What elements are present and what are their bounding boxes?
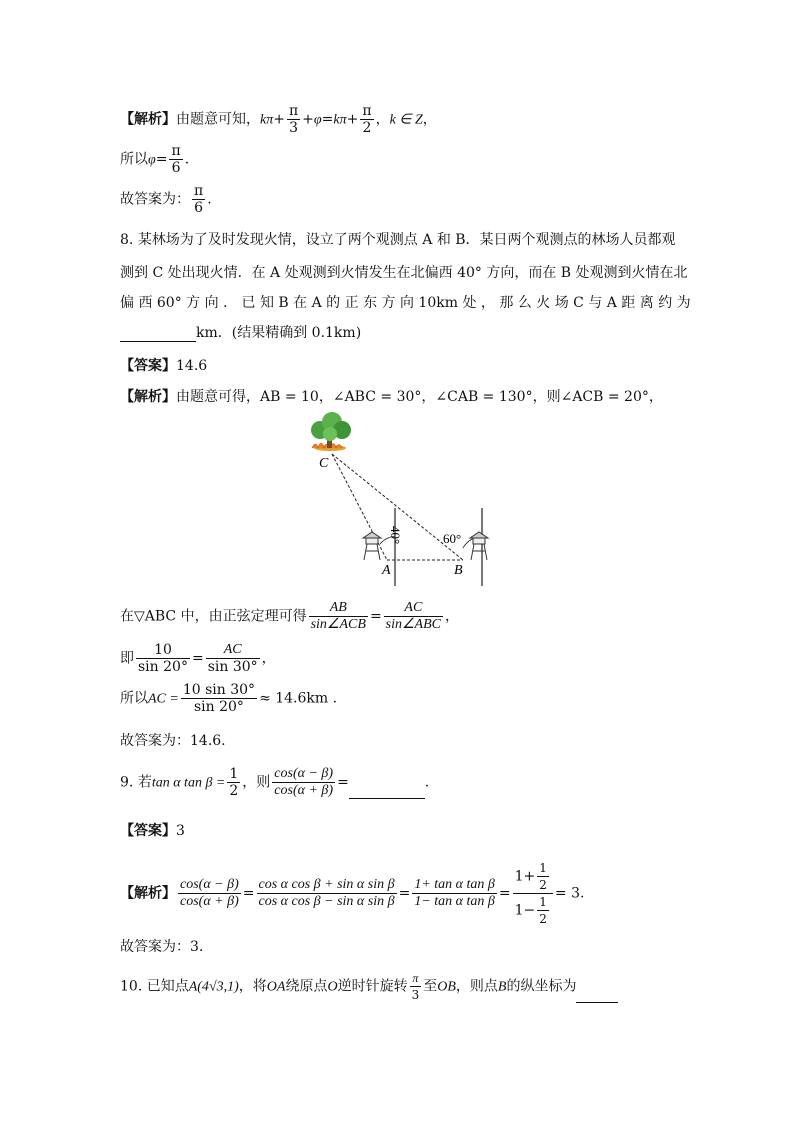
fraction-cos-ratio: $\frac{\cos(\alpha - \beta)}{\cos(\alpha + \beta)}$	[180, 877, 239, 909]
fraction-tan: $\frac{\text{1+ tan α tan β}}{\text{1− tan α tan β}}$	[414, 877, 495, 909]
q8-result-line: 所以AC = $\frac{10 \sin 30^\circ}{\sin 20^\circ}$ ≈ 14.6km .	[120, 682, 338, 715]
answer-blank	[120, 325, 196, 342]
q9-final-line: 故答案为：3.	[120, 939, 204, 955]
fraction-10-sin20: $\frac{10}{\sin 20^\circ}$	[138, 642, 188, 675]
answer-blank	[576, 986, 618, 1003]
angle-a-label: 40°	[388, 526, 403, 545]
analysis-intro: 由题意可知，	[176, 111, 260, 128]
fraction-ab-sin-acb: $\frac{AB}{\text{sin∠ACB}}$	[310, 600, 366, 632]
q8-final-line: 故答案为：14.6.	[120, 733, 226, 749]
q7-answer-line: 故答案为： $\frac{\pi}{6}$ .	[120, 183, 212, 216]
q8-question-line3: 偏 西 60° 方 向 ． 已 知 B 在 A 的 正 东 方 向 10km 处 ， 那 么 火 场 C 与 A 距 离 约 为	[120, 295, 691, 311]
fraction-expanded: $\frac{\text{cos α cos β + sin α sin β}}{\text{cos α cos β − sin α sin β}}$	[258, 877, 395, 909]
fraction-10sin30-sin20: $\frac{10 \sin 30^\circ}{\sin 20^\circ}$	[182, 682, 256, 715]
q8-figure	[300, 408, 510, 593]
fraction-ac-sin-abc: $\frac{AC}{\text{sin∠ABC}}$	[385, 600, 442, 632]
label-c: C	[319, 456, 329, 471]
label-b: B	[454, 563, 463, 578]
watchtower-icon	[363, 532, 381, 560]
q8-answer-line: 【答案】14.6	[120, 358, 208, 374]
q8-sine-law-line: 在▽ABC 中，由正弦定理可得 $\frac{AB}{\text{sin∠ACB}}$ = $\frac{AC}{\text{sin∠ABC}}$ ，	[120, 600, 460, 632]
q8-question-line2: 测到 C 处出现火情．在 A 处观测到火情发生在北偏西 40° 方向，而在 B 处观测到火情在北	[120, 265, 688, 281]
q8-analysis-line: 【解析】由题意可得，AB = 10，∠ABC = 30°，∠CAB = 130°，则∠ACB = 20°，	[120, 389, 663, 405]
fraction-1-2: $\frac{1}{2}$	[229, 766, 239, 799]
fraction-numeric: 1+ $\frac{1}{2}$ 1− $\frac{1}{2}$	[513, 860, 553, 927]
q9-question-line: 9. 若tan α tan β = $\frac{1}{2}$ ，则 $\frac{\cos(\alpha - \beta)}{\cos(\alpha + \beta)}$ = .	[120, 766, 430, 799]
analysis-tag: 【解析】	[120, 111, 176, 128]
q8-substitution-line: 即 $\frac{10}{\sin 20^\circ}$ = $\frac{AC}{\sin 30^\circ}$ ，	[120, 642, 276, 675]
fraction-pi-2: $\frac{\pi}{2}$	[362, 103, 372, 136]
tree-fire-icon	[311, 412, 351, 451]
label-a: A	[382, 563, 391, 578]
q9-analysis-line: 【解析】 $\frac{\cos(\alpha - \beta)}{\cos(\alpha + \beta)}$ = $\frac{\text{cos α cos β + sin α sin β}}{\text{cos α cos β − sin α sin β}}$ = $\frac{\text{1+ tan α tan β}}{\text{1− tan α tan β}}$ = 1+ $\frac{1}{2}$ 1− $\frac{1}{2}$ = 3.	[120, 861, 585, 926]
watchtower-icon	[470, 532, 488, 560]
fraction-ac-sin30: $\frac{AC}{\sin 30^\circ}$	[207, 642, 258, 675]
q8-question-line1: 8. 某林场为了及时发现火情，设立了两个观测点 A 和 B．某日两个观测点的林场人员都观	[120, 232, 676, 248]
q8-question-line4: km．(结果精确到 0.1km)	[120, 322, 361, 342]
angle-b-label: 60°	[443, 531, 462, 546]
fraction-pi-6: $\frac{\pi}{6}$	[171, 143, 181, 176]
q9-answer-line: 【答案】3	[120, 823, 185, 839]
answer-blank	[349, 782, 425, 799]
line-ca	[332, 454, 387, 560]
q7-so-line: 所以φ= $\frac{\pi}{6}$ .	[120, 143, 190, 176]
fraction-pi-6: $\frac{\pi}{6}$	[194, 183, 204, 216]
fraction-cos-ratio: $\frac{\cos(\alpha - \beta)}{\cos(\alpha + \beta)}$	[274, 766, 334, 798]
fraction-pi-3: $\frac{\pi}{3}$	[288, 103, 299, 136]
q10-question-line: 10. 已知点A(4√3,1)，将OA绕原点O逆时针旋转 $\frac{\pi}{3}$ 至OB，则点B的纵坐标为	[120, 970, 618, 1003]
fraction-pi-3: $\frac{\pi}{3}$	[411, 971, 420, 1002]
q7-analysis-line: 【解析】由题意可知，kπ+ $\frac{\pi}{3}$ +φ=kπ+ $\frac{\pi}{2}$ ，k ∈ Z，	[120, 103, 437, 136]
